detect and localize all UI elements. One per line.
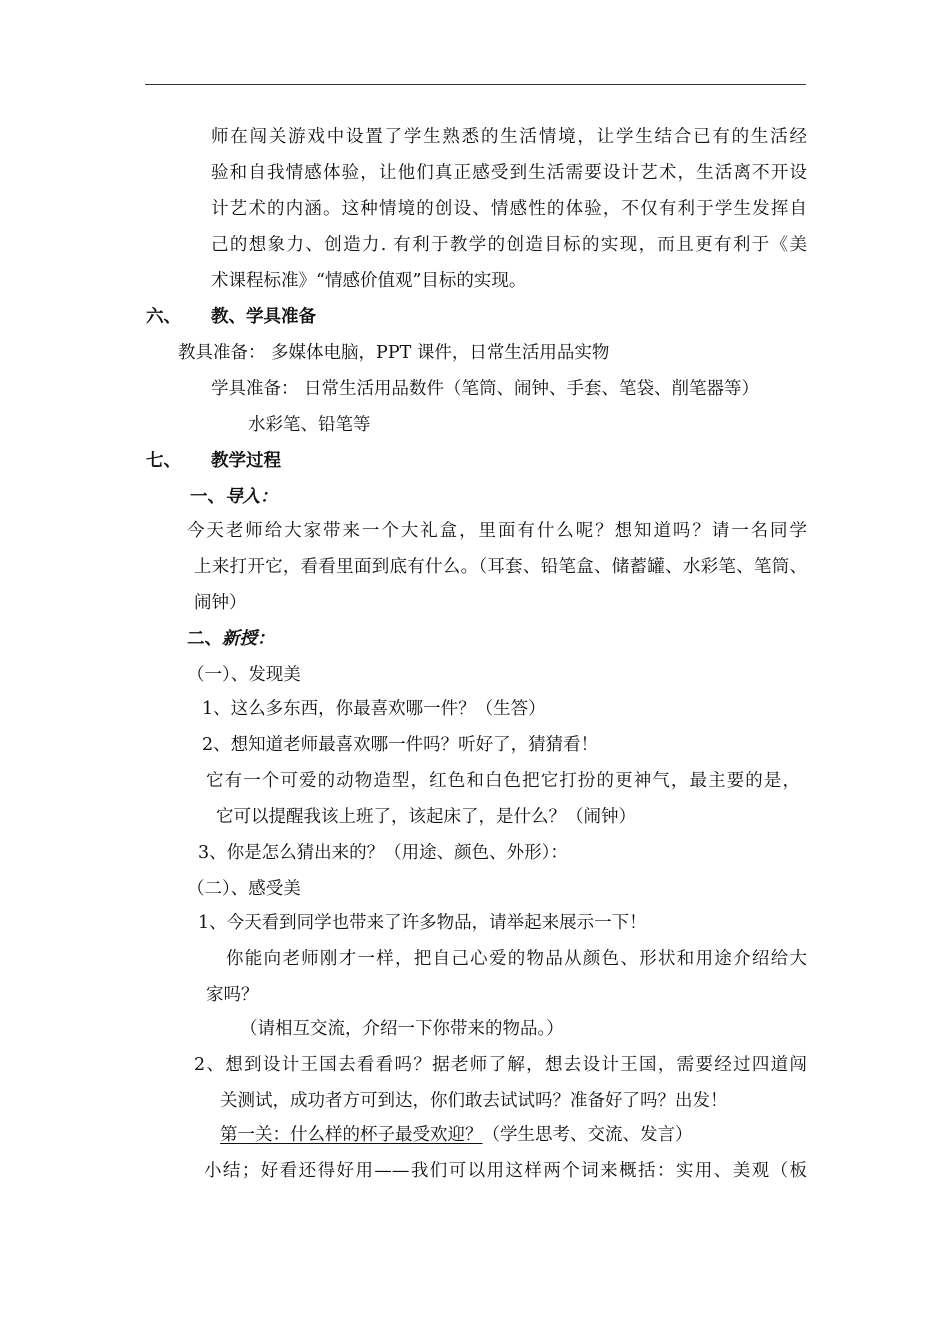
paragraph-line: 今天老师给大家带来一个大礼盒，里面有什么呢？想知道吗？请一名同学 [187,521,807,541]
list-item: 3、你是怎么猜出来的？（用途、颜色、外形）： [198,843,568,863]
level-one-line [220,1124,693,1146]
paragraph-line: 术课程标准》“情感价值观”目标的实现。 [211,271,527,291]
paragraph-line: 上来打开它，看看里面到底有什么。（耳套、铅笔盒、储蓄罐、水彩笔、笔筒、 [194,557,807,577]
paragraph-line: 验和自我情感体验，让他们真正感受到生活需要设计艺术，生活离不开设 [211,163,807,183]
sub-heading: （二）、感受美 [187,879,301,899]
paragraph-line: 你能向老师刚才一样，把自己心爱的物品从颜色、形状和用途介绍给大 [226,949,807,969]
sub-heading: （一）、发现美 [187,665,301,685]
paragraph-line: 计艺术的内涵。这种情境的创设、情感性的体验，不仅有利于学生发挥自 [211,199,807,219]
paragraph-line: （请相互交流，介绍一下你带来的物品。） [240,1019,564,1039]
list-item: 2、想知道老师最喜欢哪一件吗？听好了，猜猜看！ [202,735,599,755]
paragraph-line: 它可以提醒我该上班了，该起床了，是什么？（闹钟） [216,807,636,827]
subsection-prefix: 二、 [187,629,222,649]
level-one-question: 第一关：什么样的杯子最受欢迎？ [220,1125,483,1145]
subsection-heading-intro [190,486,278,508]
section-number: 六、 [146,307,181,327]
paragraph-line: 己的想象力、创造力. 有利于教学的创造目标的实现，而且更有利于《美 [211,235,807,255]
student-tools-line: 水彩笔、铅笔等 [248,415,371,435]
subsection-title: 新授： [222,629,275,649]
list-item: 1、今天看到同学也带来了许多物品，请举起来展示一下！ [198,913,647,933]
student-tools-line: 学具准备： 日常生活用品数件（笔筒、闹钟、手套、笔袋、削笔器等） [211,379,760,399]
list-item: 2、想到设计王国去看看吗？据老师了解，想去设计王国，需要经过四道闯 [194,1055,807,1075]
section-heading: 教学过程 [211,451,281,471]
section-heading: 教、学具准备 [211,307,316,327]
paragraph-line: 家吗？ [206,985,259,1005]
subsection-heading-new [187,628,275,650]
summary-line: 小结；好看还得好用——我们可以用这样两个词来概括：实用、美观（板 [204,1161,807,1181]
list-item: 1、这么多东西，你最喜欢哪一件？（生答） [202,699,546,719]
paragraph-line: 闹钟） [194,593,247,613]
header-rule [145,84,806,85]
teacher-tools-line: 教具准备： 多媒体电脑，PPT 课件，日常生活用品实物 [178,343,610,363]
subsection-title: 导入： [225,487,278,507]
section-number: 七、 [146,451,181,471]
paragraph-line: 它有一个可爱的动物造型，红色和白色把它打扮的更神气，最主要的是， [206,771,800,791]
subsection-prefix: 一、 [190,487,225,507]
level-one-note: （学生思考、交流、发言） [482,1125,693,1145]
paragraph-line: 关测试，成功者方可到达，你们敢去试试吗？准备好了吗？出发！ [220,1091,728,1111]
paragraph-line: 师在闯关游戏中设置了学生熟悉的生活情境，让学生结合已有的生活经 [211,127,807,147]
